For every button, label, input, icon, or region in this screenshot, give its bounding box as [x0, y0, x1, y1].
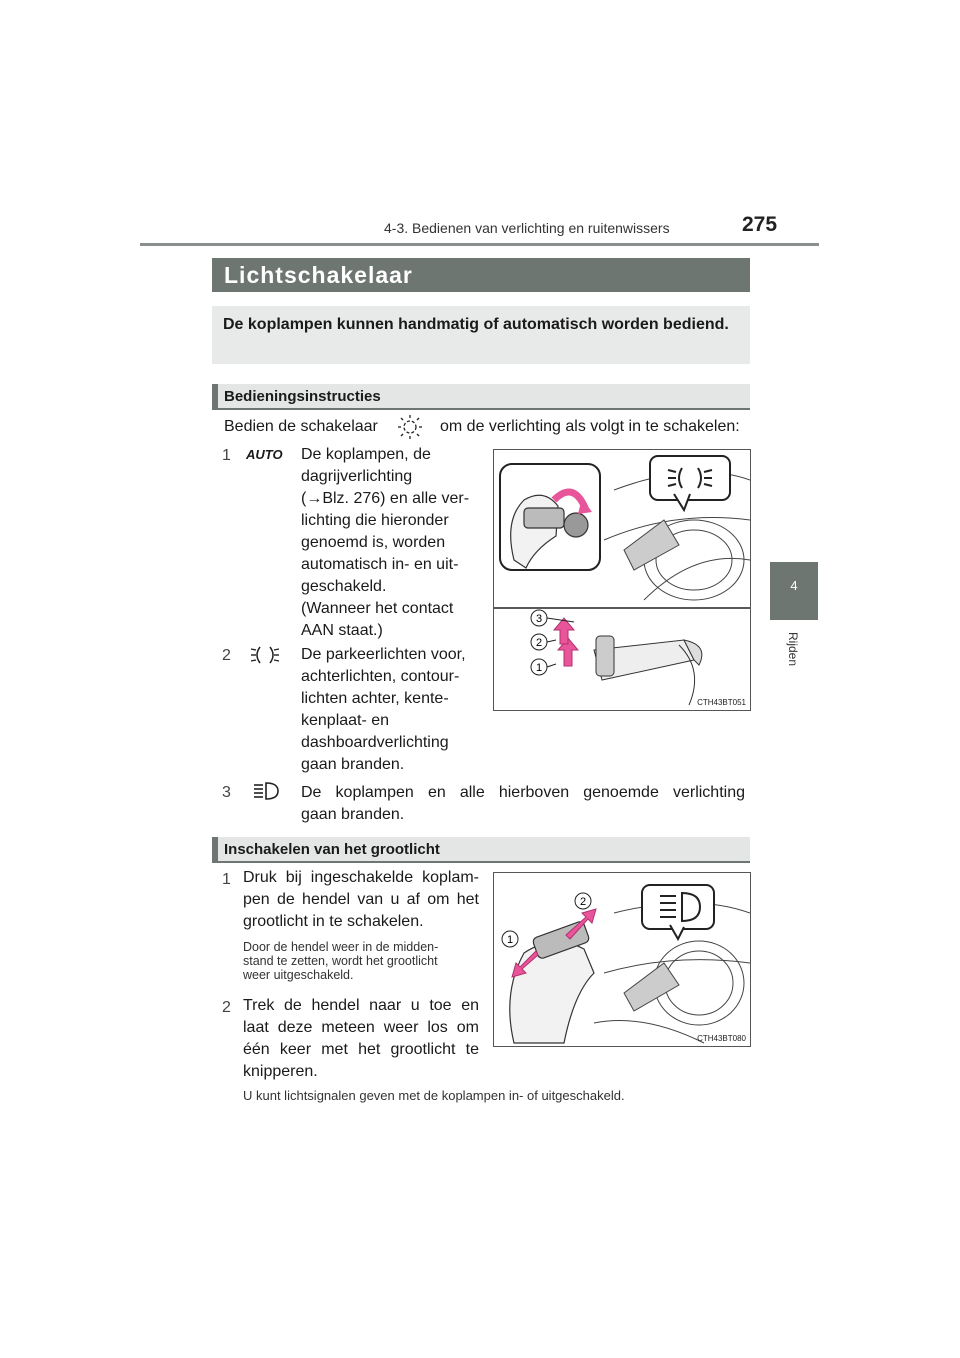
item-2-number: 2 — [222, 647, 231, 664]
chapter-title: 4-3. Bedienen van verlichting en ruitenwissers — [384, 220, 670, 236]
figure-code: CTH43BT051 — [697, 698, 746, 707]
highbeam-illustration — [494, 873, 750, 1046]
intro-box: De koplampen kunnen handmatig of automatisch worden bediend. — [212, 306, 750, 364]
figure-label-3: 3 — [535, 613, 543, 625]
figure-label-2: 2 — [535, 637, 543, 649]
figure-highbeam — [493, 872, 751, 1047]
auto-icon: AUTO — [246, 447, 283, 462]
item-1-text: De koplampen, de dagrijverlichting (→Blz. 276) en alle ver- lichting die hieronder genoemd is, worden automatisch in- en uit- geschakeld. (Wanneer het contact AAN staat.) — [301, 446, 470, 639]
highbeam-figure-code: CTH43BT080 — [697, 1034, 746, 1043]
subheading-highbeam — [212, 837, 750, 863]
highbeam-figure-label-1: 1 — [506, 934, 514, 946]
highbeam-item-1-note: Door de hendel weer in de midden- stand te zetten, wordt het grootlicht weer uitgeschakeld. — [243, 940, 439, 982]
chapter-tab-label: Rijden — [786, 632, 800, 667]
parking-light-icon — [250, 644, 280, 666]
header-rule — [140, 243, 819, 246]
item-1-number: 1 — [222, 447, 231, 464]
item-3-number: 3 — [222, 784, 231, 801]
highbeam-item-1-number: 1 — [222, 871, 231, 888]
highbeam-item-2-text: Trek de hendel naar u toe en laat deze meteen weer los om één keer met het grootlicht te knipperen. — [243, 997, 479, 1080]
headlight-icon — [252, 780, 280, 802]
figure-light-switch — [493, 449, 751, 711]
subheading-highbeam-text: Inschakelen van het grootlicht — [224, 841, 440, 858]
highbeam-item-2-number: 2 — [222, 999, 231, 1016]
operation-lead-before: Bedien de schakelaar — [224, 418, 378, 435]
chapter-tab-number: 4 — [790, 578, 798, 593]
highbeam-item-1-text: Druk bij ingeschakelde koplam- pen de hendel van u af om het grootlicht in te schakelen. — [243, 869, 479, 930]
page-number: 275 — [742, 213, 778, 236]
item-3-text-2: gaan branden. — [301, 806, 405, 823]
light-switch-icon — [396, 414, 424, 440]
highbeam-figure-label-2: 2 — [579, 896, 587, 908]
subheading-operation — [212, 384, 750, 410]
section-title: Lichtschakelaar — [212, 258, 750, 292]
item-3-text: De koplampen en alle hierboven genoemde verlichting — [301, 784, 745, 801]
item-2-text: De parkeerlichten voor, achterlichten, contour- lichten achter, kente- kenplaat- en dashboardverlichting gaan branden. — [301, 646, 466, 773]
subheading-operation-text: Bedieningsinstructies — [224, 388, 381, 405]
figure-label-1: 1 — [535, 662, 543, 674]
operation-lead-after: om de verlichting als volgt in te schakelen: — [440, 418, 740, 435]
light-switch-illustration — [494, 450, 750, 710]
highbeam-footnote: U kunt lichtsignalen geven met de koplampen in- of uitgeschakeld. — [243, 1088, 625, 1103]
